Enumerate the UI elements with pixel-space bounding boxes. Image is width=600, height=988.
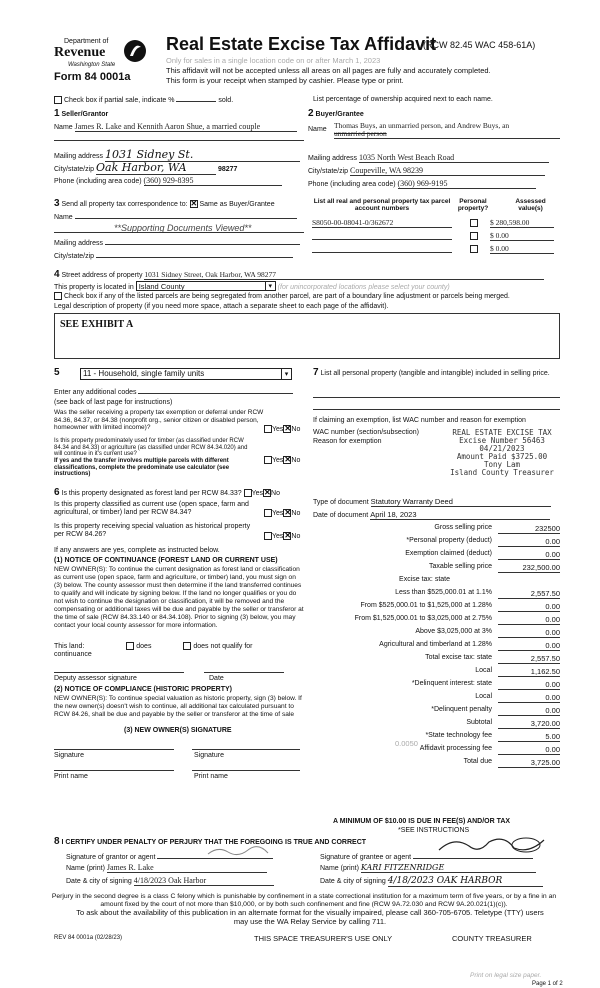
wa-logo-icon (122, 38, 148, 64)
county-note: (for unincorporated locations please select your county) (277, 284, 450, 291)
notice-2: This form is your receipt when stamped by cashier. Please type or print. (166, 76, 404, 85)
exemption-note: If claiming an exemption, list WAC number and reason for exemption (313, 417, 526, 424)
calc-value[interactable]: 0.00 (498, 602, 560, 612)
calc-value[interactable]: 232,500.00 (498, 563, 560, 573)
timber-note: If yes and the transfer involves multiple parcels with different classifications, complete the predominate use calculator (see instructions) (54, 458, 230, 477)
seller-zip[interactable]: 98277 (217, 166, 238, 173)
deputy-sig-label: Deputy assessor signature (54, 675, 137, 682)
form-number: Form 84 0001a (54, 71, 131, 83)
notice-1: This affidavit will not be accepted unless all areas on all pages are fully and accurately completed. (166, 66, 491, 75)
calc-label: Total excise tax: state (425, 654, 492, 661)
additional-codes-label: Enter any additional codes (54, 389, 137, 396)
buyer-phone[interactable]: (360) 969-9195 (398, 179, 536, 189)
county-label: This property is located in (54, 284, 134, 291)
see-back-note: (see back of last page for instructions) (54, 399, 173, 406)
chevron-down-icon: ▾ (281, 369, 291, 379)
current-use-yes-checkbox[interactable] (264, 509, 272, 517)
grantee-date[interactable]: 4/18/2023 OAK HARBOR (388, 876, 543, 887)
calc-row (313, 628, 560, 639)
grantor-name-label: Name (print) (66, 865, 105, 872)
docdate-label: Date of document (313, 512, 369, 519)
partial-sale-row (54, 96, 233, 104)
segregate-label: Check box if any of the listed parcels are being segregated from another parcel, are part of a boundary line adjustment or parcels being merged. (63, 292, 510, 300)
timber-question: Is this property predominately used for timber (as classified under RCW 84.34 and 84.33) or agriculture (as classified under RCW 84.34.020) and will continue in it's current use? (54, 438, 248, 457)
stamp-line: Island County Treasurer (450, 468, 554, 477)
forest-no-checkbox[interactable] (263, 489, 271, 497)
corr-mail-label: Mailing address (54, 240, 104, 247)
correspondence-section: 3 Send all property tax correspondence to: ✕ Same as Buyer/Grantee Name **Supporting Documents Viewed** Mailing address City/state/zip (54, 198, 304, 268)
stamp-line: REAL ESTATE EXCISE TAX (452, 428, 552, 437)
title-subnote: Only for sales in a single location code on or after March 1, 2023 (166, 56, 381, 65)
legal-description: SEE EXHIBIT A (60, 319, 134, 330)
seller-name[interactable]: James R. Lake and Kennith Aaron Shue, a married couple (75, 122, 297, 132)
grantor-signature (204, 844, 274, 858)
continuance-label: continuance (54, 651, 92, 658)
calc-row (313, 706, 560, 717)
legal-desc-label: Legal description of property (if you need more space, attach a separate sheet to each page of the affidavit). (54, 303, 389, 310)
docdate-value[interactable]: April 18, 2023 (370, 510, 550, 520)
seller-phone-label: Phone (including area code) (54, 178, 142, 185)
calc-value[interactable]: 2,557.50 (498, 589, 560, 599)
buyer-city-label: City/state/zip (308, 168, 349, 175)
calc-label: From $525,000.01 to $1,525,000 at 1.28% (360, 602, 492, 609)
grantee-date-label: Date & city of signing (320, 878, 386, 885)
notice-compliance-text: NEW OWNER(S): To continue special valuation as historic property, sign (3) below. If the new owner(s) doesn't wish to continue, all additional tax calculated pursuant to RCW 84.26, shall be due and payable by the seller or transferor at the time of sale (54, 695, 302, 718)
personal-property-label: List all personal property (tangible and intangible) included in selling price. (320, 370, 550, 377)
notice-compliance-heading: (2) NOTICE OF COMPLIANCE (HISTORIC PROPERTY) (54, 686, 232, 693)
parcel-row (312, 231, 560, 239)
parcel-row (312, 218, 560, 226)
calc-label: Local (475, 667, 492, 674)
personal-property-checkbox[interactable] (470, 232, 478, 240)
calc-row (313, 602, 560, 613)
calc-row (313, 667, 560, 678)
calc-value[interactable]: 0.00 (498, 693, 560, 703)
does-not-checkbox[interactable] (183, 642, 191, 650)
notice-continuance-text: NEW OWNER(S): To continue the current designation as forest land or classification as current use (open space, farm and agriculture, or timber) land, you must sign on (3) below. The county assessor must then determine if the land transferred continues to qualify and will indicate by signing below. If the land no longer qualifies or you do not wish to continue the designation or classification, it will be removed and the compensating or additional taxes will be due and payable by the seller or transferor at the time of sale (RCW 84.33.140 or 84.34.108). Prior to signing (3) below, you may contact your local county assessor for more information. (54, 566, 304, 629)
calc-label: Taxable selling price (428, 563, 492, 570)
county-select[interactable]: Island County ▾ (136, 281, 276, 291)
calc-label: *Delinquent interest: state (411, 680, 492, 687)
if-any-note: If any answers are yes, complete as instructed below. (54, 547, 220, 554)
buyer-mail-label: Mailing address (308, 155, 358, 162)
assessed-value[interactable]: $ 0.00 (490, 231, 554, 241)
rev-number: REV 84 0001a (02/28/23) (54, 935, 123, 941)
calc-label: Less than $525,000.01 at 1.1% (395, 589, 492, 596)
calc-row (313, 758, 560, 769)
exemption-question: Was the seller receiving a property tax exemption or deferral under RCW 84.36, 84.37, or 84.38 (nonprofit org., senior citizen or disabled person, homeowner with limited income)? (54, 409, 264, 431)
assessed-value[interactable]: $ 0.00 (490, 244, 554, 254)
parcel-col-personal: Personal property? (457, 198, 489, 212)
buyer-heading: Buyer/Grantee (315, 111, 364, 118)
calc-label: Agricultural and timberland at 1.28% (379, 641, 492, 648)
grantee-sig-label: Signature of grantee or agent (320, 854, 412, 861)
grantee-name[interactable]: KARI FITZENRIDGE (361, 863, 536, 873)
land-use-select[interactable]: 11 - Household, single family units ▾ (80, 368, 292, 380)
stamp-line: 04/21/2023 (479, 444, 525, 453)
owner-print-label: Print name (54, 773, 88, 780)
calc-row (313, 563, 560, 574)
parcel-col-assessed: Assessed value(s) (515, 198, 546, 212)
personal-property-checkbox[interactable] (470, 245, 478, 253)
calc-row (313, 719, 560, 730)
county-treasurer-label: COUNTY TREASURER (452, 934, 532, 943)
wac-label: WAC number (section/subsection) (313, 429, 419, 436)
forest-question: Is this property designated as forest land per RCW 84.33? (61, 490, 242, 497)
calc-label: Local (475, 693, 492, 700)
this-land-label: This land: (54, 642, 85, 650)
calc-value[interactable]: 0.00 (498, 615, 560, 625)
parcel-number[interactable] (312, 244, 452, 253)
stamp-line: Excise Number 56463 (459, 436, 545, 445)
calc-value[interactable]: 0.00 (498, 628, 560, 638)
street-label: Street address of property (61, 272, 143, 279)
accessibility-notice: To ask about the availability of this publication in an alternate format for the visually impaired, please call 360-705-6705. Teletype (TTY) users may use the WA Relay Service by calling 711. (76, 908, 544, 926)
calc-label: Excise tax: state (399, 576, 450, 583)
calc-row (313, 654, 560, 665)
buyer-city[interactable]: Coupeville, WA 98239 (350, 166, 545, 176)
notice-continuance-heading: (1) NOTICE OF CONTINUANCE (FOREST LAND OR CURRENT USE) (54, 557, 278, 564)
exemption-no-checkbox[interactable] (283, 425, 291, 433)
seller-heading: Seller/Grantor (61, 111, 109, 118)
certification-section: 8 I CERTIFY UNDER PENALTY OF PERJURY THAT THE FOREGOING IS TRUE AND CORRECT Signature of grantor or agent Name (print) James R. Lake Date & city of signing 4/18/2023 Oak Harbor Signature of grantee or agent Name (print) KARI FITZENRIDGE Date & city of signing 4/18/2023 OAK HARBOR (54, 836, 560, 891)
same-as-buyer-label: Same as Buyer/Grantee (199, 201, 275, 208)
seller-city[interactable]: Oak Harbor, WA (96, 161, 216, 175)
calc-label: *State technology fee (425, 732, 492, 739)
property-street[interactable]: 1031 Sidney Street, Oak Harbor, WA 98277 (144, 270, 544, 280)
calc-label: *Personal property (deduct) (406, 537, 492, 544)
legal-description-box[interactable] (54, 313, 560, 359)
calc-value[interactable]: 232500 (498, 524, 560, 534)
segregate-checkbox[interactable] (54, 292, 62, 300)
calc-label: Exemption claimed (deduct) (405, 550, 492, 557)
calc-label: From $1,525,000.01 to $3,025,000 at 2.75% (354, 615, 492, 622)
state-label: Washington State (68, 62, 116, 68)
deputy-date-label: Date (209, 675, 224, 682)
parcel-col-num: List all real and personal property tax parcel account numbers (313, 198, 451, 212)
seller-phone[interactable]: (360) 929-8395 (144, 176, 282, 186)
doctype-value[interactable]: Statutory Warranty Deed (371, 497, 551, 507)
personal-property-checkbox[interactable] (470, 219, 478, 227)
calc-value[interactable]: 0.00 (498, 680, 560, 690)
calc-row (313, 680, 560, 691)
see-instructions: *SEE INSTRUCTIONS (398, 827, 470, 834)
calc-label: Above $3,025,000 at 3% (415, 628, 492, 635)
page-number: Page 1 of 2 (532, 981, 563, 987)
buyer-section: 2 Buyer/Grantee Name Thomas Buys, an unmarried person, and Andrew Buys, an unmarried person Mailing address 1035 North West Beach Road City/state/zip Coupeville, WA 98239 Phone (including area code) (360) 969-9195 (308, 108, 558, 198)
forest-yes-checkbox[interactable] (244, 489, 252, 497)
grantee-name-label: Name (print) (320, 865, 359, 872)
seller-mail-label: Mailing address (54, 153, 104, 160)
calc-label: Gross selling price (434, 524, 492, 531)
supporting-docs-stamp: **Supporting Documents Viewed** (114, 223, 252, 233)
revenue-label: Revenue (54, 45, 106, 60)
chevron-down-icon: ▾ (265, 282, 275, 290)
perjury-notice: Perjury in the second degree is a class C felony which is punishable by confinement in a state correctional institution for a maximum term of five years, or by a fine in an amount fixed by the court of not more than $10,000, or by both such confinement and fine (RCW 9A.72.030 and RCW 9A.20.021(1)(c)). (51, 893, 557, 908)
grantee-signature (434, 834, 554, 856)
calc-row (313, 745, 560, 756)
new-owner-sig-heading: (3) NEW OWNER(S) SIGNATURE (124, 727, 232, 734)
dor-logo (54, 38, 154, 86)
reason-label: Reason for exemption (313, 438, 382, 445)
calc-label: Subtotal (466, 719, 492, 726)
correspondence-heading: Send all property tax correspondence to: (61, 201, 188, 208)
does-checkbox[interactable] (126, 642, 134, 650)
calc-value[interactable]: 0.00 (498, 641, 560, 651)
grantor-name[interactable]: James R. Lake (107, 863, 267, 873)
treasurer-use-label: THIS SPACE TREASURER'S USE ONLY (254, 934, 393, 943)
same-as-buyer-checkbox[interactable] (190, 200, 198, 208)
property-section: 4 Street address of property 1031 Sidney Street, Oak Harbor, WA 98277 This property is located in Island County ▾ (for unincorporated locations please select your county) Check box if any of the listed parcels are being segregated from another parcel, are part of a boundary line adjustment or parcels being merged. Legal description of property (if you need more space, attach a separate sheet to each page of the affidavit). SEE EXHIBIT A (54, 269, 560, 361)
buyer-name-label: Name (308, 126, 327, 133)
current-use-no-checkbox[interactable] (283, 509, 291, 517)
calc-row (313, 641, 560, 652)
corr-city-label: City/state/zip (54, 253, 95, 260)
buyer-name-line2[interactable]: unmarried person (334, 129, 560, 139)
calc-value[interactable]: 0.00 (498, 537, 560, 547)
calc-row (313, 693, 560, 704)
calc-row (313, 615, 560, 626)
forest-section: 6 Is this property designated as forest land per RCW 84.33? Yes✕ No Is this property classified as current use (open space, farm and agricultural, or timber) land per RCW 84.34? Yes✕ No Is this property receiving special valuation as historical property per RCW 84.26? Yes✕ No If any answers are yes, complete as instructed below. (1) NOTICE OF CONTINUANCE (FOREST LAND OR CURRENT USE) NEW OWNER(S): To continue the current designation as forest land or classification as current use (open space, farm and agriculture, or timber) land, you must sign on (3) below. The county assessor must then determine if the land transferred continues to qualify and will indicate by signing below. If the land no longer qualifies or you do not wish to continue the designation or classification, it will be removed and the compensating or additional taxes will be due and payable by the seller or transferor at the time of sale (RCW 84.33.140 or 84.34.108). Prior to signing (3) below, you may contact your local county assessor for more information. This land: does does not qualify for continuance Deputy assessor signature Date (2) NOTICE OF COMPLIANCE (HISTORIC PROPERTY) NEW OWNER(S): To continue special valuation as historic property, sign (3) below. If the new owner(s) doesn't wish to continue, all additional tax calculated pursuant to RCW 84.26, shall be due and payable by the seller or transferor at the time of sale (3) NEW OWNER(S) SIGNATURE Signature Signature Print name Print name (54, 487, 308, 807)
stamp-line: Amount Paid $3725.00 (456, 452, 548, 461)
owner-sig-label-2: Signature (194, 752, 224, 759)
timber-yes-checkbox[interactable] (264, 456, 272, 464)
form-title: Real Estate Excise Tax Affidavit (166, 34, 437, 54)
seller-mail[interactable]: 1031 Sidney St. (105, 148, 300, 162)
calc-value[interactable]: 0.00 (498, 745, 560, 755)
calc-label: *Delinquent penalty (431, 706, 492, 713)
seller-section: 1 Seller/Grantor Name James R. Lake and Kennith Aaron Shue, a married couple Mailing address 1031 Sidney St. City/state/zip Oak Harbor, WA 98277 Phone (including area code) (360) 929-8395 (54, 108, 304, 188)
partial-sale-checkbox[interactable] (54, 96, 62, 104)
calc-row (313, 537, 560, 548)
partial-sale-label: Check box if partial sale, indicate % (63, 96, 175, 104)
stamp-line: Tony Lam (483, 460, 521, 469)
grantor-date-label: Date & city of signing (66, 878, 132, 885)
ownership-note: List percentage of ownership acquired next to each name. (313, 96, 493, 103)
grantor-date[interactable]: 4/18/2023 Oak Harbor (134, 876, 274, 886)
personal-property-section: 7 List all personal property (tangible and intangible) included in selling price. If claiming an exemption, list WAC number and reason for exemption WAC number (section/subsection) Reason for exemption REAL ESTATE EXCISE TAX Excise Number 56463 04/21/2023 Amount Paid $3725.00 Tony Lam Island County Treasurer Type of document Statutory Warranty Deed Date of document April 18, 2023 (313, 367, 560, 527)
calc-value[interactable]: 3,720.00 (498, 719, 560, 729)
land-use-section: 5 11 - Household, single family units ▾ Enter any additional codes (see back of last page for instructions) Was the seller receiving a property tax exemption or deferral under RCW 84.36, 84.37, or 84.38 (nonprofit org., senior citizen or disabled person, homeowner with limited income)? Yes✕ No Is this property predominately used for timber (as classified under RCW 84.34 and 84.33) or agriculture (as classified under RCW 84.34.020) and will continue in it's current use? If yes and the transfer involves multiple parcels with different classifications, complete the predominate use calculator (see instructions) Yes✕ No (54, 367, 308, 487)
buyer-mail[interactable]: 1035 North West Beach Road (359, 153, 549, 163)
parcel-row (312, 244, 560, 252)
calc-value[interactable]: 1,162.50 (498, 667, 560, 677)
calc-value[interactable]: 2,557.50 (498, 654, 560, 664)
calc-row (313, 524, 560, 535)
calc-value[interactable]: 3,725.00 (498, 758, 560, 768)
calc-label: Affidavit processing fee (419, 745, 492, 752)
parcel-number[interactable]: S8050-00-08041-0/362672 (312, 218, 452, 228)
historic-question: Is this property receiving special valuation as historical property per RCW 84.26? (54, 523, 251, 538)
calc-value[interactable]: 0.00 (498, 550, 560, 560)
legal-paper-note: Print on legal size paper. (470, 972, 542, 979)
historic-no-checkbox[interactable] (283, 532, 291, 540)
calc-row (313, 732, 560, 743)
buyer-name-line1[interactable]: Thomas Buys, an unmarried person, and Andrew Buys, an (334, 121, 510, 130)
form-rcw: (RCW 82.45 WAC 458-61A) (423, 40, 536, 50)
local-rate: 0.0050 (395, 739, 418, 748)
parcel-number[interactable] (312, 231, 452, 240)
calc-value[interactable]: 5.00 (498, 732, 560, 742)
assessed-value[interactable]: $ 280,598.00 (490, 218, 554, 228)
seller-city-label: City/state/zip (54, 166, 95, 173)
doctype-label: Type of document (313, 499, 369, 506)
dept-label: Department of (64, 38, 109, 45)
treasurer-stamp (441, 429, 563, 477)
calc-label: Total due (463, 758, 492, 765)
certification-statement: I CERTIFY UNDER PENALTY OF PERJURY THAT THE FOREGOING IS TRUE AND CORRECT (61, 839, 367, 846)
timber-no-checkbox[interactable] (283, 456, 291, 464)
minimum-tax-note: A MINIMUM OF $10.00 IS DUE IN FEE(S) AND/OR TAX (333, 818, 511, 825)
exemption-yes-checkbox[interactable] (264, 425, 272, 433)
historic-yes-checkbox[interactable] (264, 532, 272, 540)
grantor-sig-label: Signature of grantor or agent (66, 854, 156, 861)
calc-value[interactable]: 0.00 (498, 706, 560, 716)
partial-sold-label: sold. (218, 96, 234, 104)
corr-name-label: Name (54, 214, 73, 221)
calc-row (313, 550, 560, 561)
owner-print-label-2: Print name (194, 773, 228, 780)
calc-row (313, 589, 560, 600)
buyer-phone-label: Phone (including area code) (308, 181, 396, 188)
owner-sig-label: Signature (54, 752, 84, 759)
seller-name-label: Name (54, 124, 73, 131)
parcel-table (308, 198, 560, 260)
current-use-question: Is this property classified as current use (open space, farm and agricultural, or timber) land per RCW 84.34? (54, 501, 249, 516)
calc-row (313, 576, 560, 587)
